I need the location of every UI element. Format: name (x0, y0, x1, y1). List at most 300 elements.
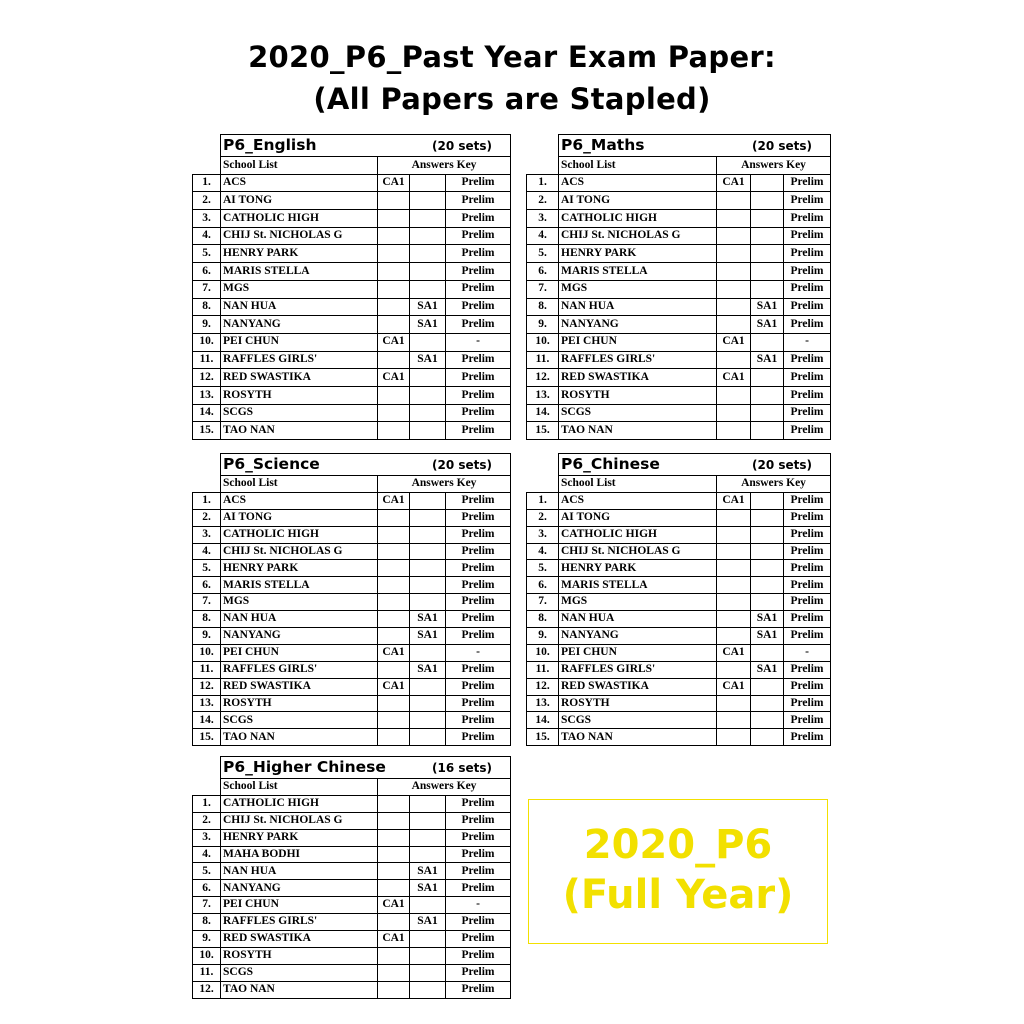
table-row (193, 577, 511, 594)
ca1-cell: CA1 (378, 897, 410, 914)
prelim-cell: Prelim (446, 695, 511, 712)
table-row (193, 422, 511, 440)
school-list-header: School List (559, 157, 717, 175)
table-row (193, 192, 511, 210)
sa1-cell (751, 369, 784, 387)
table-row (193, 316, 511, 334)
ca1-cell (717, 404, 751, 422)
prelim-cell: Prelim (446, 863, 511, 880)
table-row (193, 863, 511, 880)
ca1-cell: CA1 (717, 644, 751, 661)
blank-cell (193, 779, 221, 796)
row-number: 15. (193, 729, 221, 746)
table-row (527, 678, 831, 695)
prelim-cell: Prelim (784, 422, 831, 440)
sa1-cell (410, 981, 446, 998)
table-row (527, 174, 831, 192)
row-number: 5. (193, 245, 221, 263)
sets-count: (20 sets) (751, 457, 812, 472)
prelim-cell: - (446, 644, 511, 661)
prelim-cell: Prelim (784, 210, 831, 228)
blank-cell (193, 454, 221, 476)
table-row (527, 577, 831, 594)
sa1-cell (410, 695, 446, 712)
school-name: RAFFLES GIRLS' (221, 914, 378, 931)
column-header-row (527, 476, 831, 493)
prelim-cell: Prelim (446, 560, 511, 577)
school-list-header: School List (221, 476, 378, 493)
school-name: AI TONG (221, 192, 378, 210)
row-number: 6. (527, 263, 559, 281)
ca1-cell (717, 628, 751, 645)
sa1-cell (410, 543, 446, 560)
ca1-cell (378, 192, 410, 210)
row-number: 8. (193, 298, 221, 316)
sa1-cell (410, 210, 446, 228)
sa1-cell: SA1 (751, 298, 784, 316)
row-number: 3. (193, 829, 221, 846)
school-name: SCGS (221, 712, 378, 729)
prelim-cell: Prelim (446, 981, 511, 998)
row-number: 11. (193, 964, 221, 981)
sa1-cell (410, 947, 446, 964)
sa1-cell (410, 812, 446, 829)
school-name: SCGS (559, 404, 717, 422)
sa1-cell (410, 263, 446, 281)
table-row (527, 192, 831, 210)
table-row (193, 174, 511, 192)
prelim-cell: Prelim (784, 594, 831, 611)
row-number: 8. (527, 611, 559, 628)
table-row (193, 594, 511, 611)
prelim-cell: - (784, 333, 831, 351)
table-row (527, 560, 831, 577)
row-number: 1. (527, 492, 559, 509)
prelim-cell: Prelim (446, 192, 511, 210)
row-number: 8. (527, 298, 559, 316)
sa1-cell (751, 492, 784, 509)
ca1-cell: CA1 (717, 492, 751, 509)
school-name: RED SWASTIKA (221, 678, 378, 695)
ca1-cell (717, 712, 751, 729)
row-number: 6. (193, 577, 221, 594)
sa1-cell (751, 577, 784, 594)
sa1-cell (751, 594, 784, 611)
ca1-cell (378, 695, 410, 712)
school-list-header: School List (559, 476, 717, 493)
prelim-cell: Prelim (784, 526, 831, 543)
ca1-cell (378, 812, 410, 829)
sa1-cell (410, 644, 446, 661)
ca1-cell (378, 795, 410, 812)
ca1-cell (378, 422, 410, 440)
sa1-cell: SA1 (751, 611, 784, 628)
prelim-cell: Prelim (784, 192, 831, 210)
ca1-cell (378, 316, 410, 334)
school-name: AI TONG (221, 509, 378, 526)
prelim-cell: Prelim (784, 492, 831, 509)
school-name: CATHOLIC HIGH (221, 526, 378, 543)
blank-cell (527, 476, 559, 493)
row-number: 5. (193, 560, 221, 577)
table-title-cell (221, 135, 511, 157)
sa1-cell: SA1 (410, 611, 446, 628)
prelim-cell: Prelim (784, 560, 831, 577)
table-row (527, 369, 831, 387)
table-row (193, 729, 511, 746)
row-number: 3. (527, 526, 559, 543)
school-name: MGS (559, 594, 717, 611)
table-title-row (193, 135, 511, 157)
row-number: 13. (193, 386, 221, 404)
ca1-cell (717, 316, 751, 334)
table-row (193, 795, 511, 812)
ca1-cell: CA1 (378, 174, 410, 192)
prelim-cell: Prelim (784, 509, 831, 526)
prelim-cell: Prelim (784, 729, 831, 746)
prelim-cell: Prelim (446, 509, 511, 526)
ca1-cell (378, 210, 410, 228)
sa1-cell: SA1 (410, 661, 446, 678)
prelim-cell: Prelim (446, 263, 511, 281)
school-name: RAFFLES GIRLS' (221, 661, 378, 678)
sa1-cell (410, 577, 446, 594)
subject-name: P6_Higher Chinese (223, 757, 386, 776)
sets-count: (20 sets) (431, 457, 492, 472)
row-number: 2. (527, 192, 559, 210)
subject-name: P6_Maths (561, 135, 645, 154)
row-number: 4. (193, 846, 221, 863)
school-name: CATHOLIC HIGH (559, 210, 717, 228)
sa1-cell (751, 509, 784, 526)
subject-name: P6_Chinese (561, 454, 660, 473)
ca1-cell (378, 227, 410, 245)
prelim-cell: Prelim (784, 316, 831, 334)
school-name: SCGS (221, 964, 378, 981)
sa1-cell (751, 543, 784, 560)
school-name: ROSYTH (221, 947, 378, 964)
english-table (192, 134, 511, 440)
table-row (193, 846, 511, 863)
school-name: NAN HUA (221, 611, 378, 628)
subject-name: P6_English (223, 135, 317, 154)
row-number: 1. (527, 174, 559, 192)
row-number: 12. (527, 369, 559, 387)
table-row (193, 280, 511, 298)
table-row (527, 245, 831, 263)
table-row (527, 280, 831, 298)
prelim-cell: Prelim (784, 351, 831, 369)
row-number: 5. (527, 560, 559, 577)
prelim-cell: Prelim (446, 880, 511, 897)
prelim-cell: Prelim (784, 577, 831, 594)
column-header-row (193, 779, 511, 796)
sa1-cell (410, 404, 446, 422)
ca1-cell (717, 298, 751, 316)
prelim-cell: Prelim (446, 931, 511, 948)
ca1-cell (378, 280, 410, 298)
prelim-cell: Prelim (446, 611, 511, 628)
table-row (193, 526, 511, 543)
prelim-cell: - (446, 897, 511, 914)
row-number: 13. (193, 695, 221, 712)
row-number: 10. (527, 333, 559, 351)
ca1-cell (717, 422, 751, 440)
table-row (193, 492, 511, 509)
school-name: RAFFLES GIRLS' (559, 661, 717, 678)
ca1-cell (378, 245, 410, 263)
sa1-cell (410, 227, 446, 245)
prelim-cell: Prelim (784, 227, 831, 245)
row-number: 6. (527, 577, 559, 594)
prelim-cell: Prelim (446, 628, 511, 645)
table-row (527, 695, 831, 712)
sa1-cell: SA1 (410, 298, 446, 316)
school-name: NANYANG (221, 316, 378, 334)
sa1-cell (751, 729, 784, 746)
table-row (193, 611, 511, 628)
prelim-cell: Prelim (446, 526, 511, 543)
blank-cell (193, 757, 221, 779)
prelim-cell: Prelim (446, 174, 511, 192)
school-name: CHIJ St. NICHOLAS G (559, 227, 717, 245)
table-title-cell (559, 135, 831, 157)
prelim-cell: Prelim (784, 678, 831, 695)
blank-cell (527, 157, 559, 175)
row-number: 12. (527, 678, 559, 695)
sets-count: (20 sets) (751, 138, 812, 153)
school-name: CATHOLIC HIGH (559, 526, 717, 543)
table-row (193, 298, 511, 316)
row-number: 11. (527, 661, 559, 678)
ca1-cell (717, 351, 751, 369)
table-row (527, 712, 831, 729)
table-row (193, 227, 511, 245)
table-row (527, 263, 831, 281)
blank-cell (193, 476, 221, 493)
table-row (527, 316, 831, 334)
prelim-cell: Prelim (784, 661, 831, 678)
row-number: 5. (193, 863, 221, 880)
sa1-cell: SA1 (410, 880, 446, 897)
row-number: 3. (193, 210, 221, 228)
school-name: PEI CHUN (221, 644, 378, 661)
school-name: RAFFLES GIRLS' (559, 351, 717, 369)
school-name: CHIJ St. NICHOLAS G (221, 543, 378, 560)
ca1-cell (378, 947, 410, 964)
row-number: 7. (193, 280, 221, 298)
ca1-cell: CA1 (717, 678, 751, 695)
ca1-cell: CA1 (378, 492, 410, 509)
school-name: HENRY PARK (221, 245, 378, 263)
sa1-cell (410, 333, 446, 351)
table-row (193, 812, 511, 829)
table-row (527, 298, 831, 316)
table-title-cell (221, 757, 511, 779)
ca1-cell (378, 351, 410, 369)
table-title-row (193, 454, 511, 476)
school-name: ACS (221, 174, 378, 192)
sets-count: (20 sets) (431, 138, 492, 153)
school-name: ACS (221, 492, 378, 509)
sa1-cell (410, 369, 446, 387)
school-name: MGS (221, 280, 378, 298)
answers-key-header: Answers Key (717, 476, 831, 493)
sa1-cell (410, 712, 446, 729)
answers-key-header: Answers Key (378, 779, 511, 796)
table-row (193, 369, 511, 387)
ca1-cell (378, 880, 410, 897)
prelim-cell: Prelim (446, 422, 511, 440)
school-name: PEI CHUN (221, 333, 378, 351)
ca1-cell (378, 509, 410, 526)
row-number: 4. (527, 227, 559, 245)
row-number: 13. (527, 695, 559, 712)
prelim-cell: Prelim (446, 712, 511, 729)
row-number: 7. (193, 897, 221, 914)
ca1-cell (717, 245, 751, 263)
sa1-cell (410, 678, 446, 695)
prelim-cell: Prelim (446, 947, 511, 964)
table-row (527, 594, 831, 611)
row-number: 3. (527, 210, 559, 228)
table-row (193, 880, 511, 897)
row-number: 9. (193, 628, 221, 645)
prelim-cell: Prelim (446, 577, 511, 594)
row-number: 5. (527, 245, 559, 263)
school-name: ROSYTH (221, 695, 378, 712)
table-row (527, 644, 831, 661)
maths-table (526, 134, 831, 440)
prelim-cell: - (784, 644, 831, 661)
row-number: 8. (193, 611, 221, 628)
table-row (527, 526, 831, 543)
sa1-cell (751, 678, 784, 695)
prelim-cell: Prelim (446, 678, 511, 695)
school-name: HENRY PARK (559, 245, 717, 263)
table-row (193, 829, 511, 846)
sa1-cell: SA1 (751, 351, 784, 369)
table-row (193, 712, 511, 729)
school-name: MARIS STELLA (221, 577, 378, 594)
school-name: RAFFLES GIRLS' (221, 351, 378, 369)
sa1-cell (751, 174, 784, 192)
answers-key-header: Answers Key (378, 157, 511, 175)
ca1-cell (717, 263, 751, 281)
ca1-cell (717, 543, 751, 560)
sa1-cell: SA1 (410, 863, 446, 880)
table-row (527, 661, 831, 678)
row-number: 15. (527, 422, 559, 440)
row-number: 7. (527, 280, 559, 298)
school-name: NANYANG (221, 880, 378, 897)
prelim-cell: Prelim (784, 263, 831, 281)
sa1-cell (410, 386, 446, 404)
school-name: PEI CHUN (559, 333, 717, 351)
page-title: 2020_P6_Past Year Exam Paper: (248, 40, 776, 74)
ca1-cell: CA1 (378, 369, 410, 387)
sa1-cell (751, 280, 784, 298)
sa1-cell (410, 795, 446, 812)
ca1-cell (378, 543, 410, 560)
table-row (527, 492, 831, 509)
blank-cell (527, 135, 559, 157)
row-number: 4. (527, 543, 559, 560)
row-number: 2. (527, 509, 559, 526)
prelim-cell: Prelim (446, 594, 511, 611)
school-name: NAN HUA (559, 611, 717, 628)
prelim-cell: - (446, 333, 511, 351)
row-number: 3. (193, 526, 221, 543)
sa1-cell (751, 695, 784, 712)
row-number: 4. (193, 543, 221, 560)
sa1-cell: SA1 (751, 628, 784, 645)
sa1-cell (751, 644, 784, 661)
table-row (193, 263, 511, 281)
prelim-cell: Prelim (446, 795, 511, 812)
ca1-cell (378, 594, 410, 611)
row-number: 14. (193, 404, 221, 422)
school-name: ROSYTH (559, 386, 717, 404)
ca1-cell (717, 210, 751, 228)
ca1-cell: CA1 (717, 174, 751, 192)
school-name: ROSYTH (559, 695, 717, 712)
sets-count: (16 sets) (431, 760, 492, 775)
ca1-cell (378, 628, 410, 645)
sa1-cell (751, 263, 784, 281)
school-name: MAHA BODHI (221, 846, 378, 863)
school-name: TAO NAN (221, 729, 378, 746)
prelim-cell: Prelim (446, 351, 511, 369)
ca1-cell: CA1 (378, 678, 410, 695)
school-name: MGS (221, 594, 378, 611)
sa1-cell: SA1 (410, 628, 446, 645)
table-row (193, 543, 511, 560)
ca1-cell (378, 298, 410, 316)
sa1-cell: SA1 (410, 914, 446, 931)
school-list-header: School List (221, 157, 378, 175)
ca1-cell (717, 729, 751, 746)
table-row (193, 351, 511, 369)
school-name: MARIS STELLA (221, 263, 378, 281)
sa1-cell (751, 712, 784, 729)
ca1-cell (378, 560, 410, 577)
table-row (193, 897, 511, 914)
sa1-cell (410, 492, 446, 509)
row-number: 15. (527, 729, 559, 746)
row-number: 13. (527, 386, 559, 404)
sa1-cell (751, 422, 784, 440)
prelim-cell: Prelim (446, 369, 511, 387)
row-number: 9. (527, 316, 559, 334)
sa1-cell (751, 227, 784, 245)
table-row (193, 947, 511, 964)
column-header-row (193, 157, 511, 175)
row-number: 10. (527, 644, 559, 661)
higher-chinese-table (192, 756, 511, 999)
table-row (193, 914, 511, 931)
school-name: CHIJ St. NICHOLAS G (221, 812, 378, 829)
sa1-cell (410, 174, 446, 192)
ca1-cell (378, 829, 410, 846)
table-title-cell (221, 454, 511, 476)
row-number: 6. (193, 263, 221, 281)
ca1-cell (717, 386, 751, 404)
blank-cell (193, 135, 221, 157)
table-row (193, 333, 511, 351)
prelim-cell: Prelim (784, 386, 831, 404)
sa1-cell (751, 192, 784, 210)
